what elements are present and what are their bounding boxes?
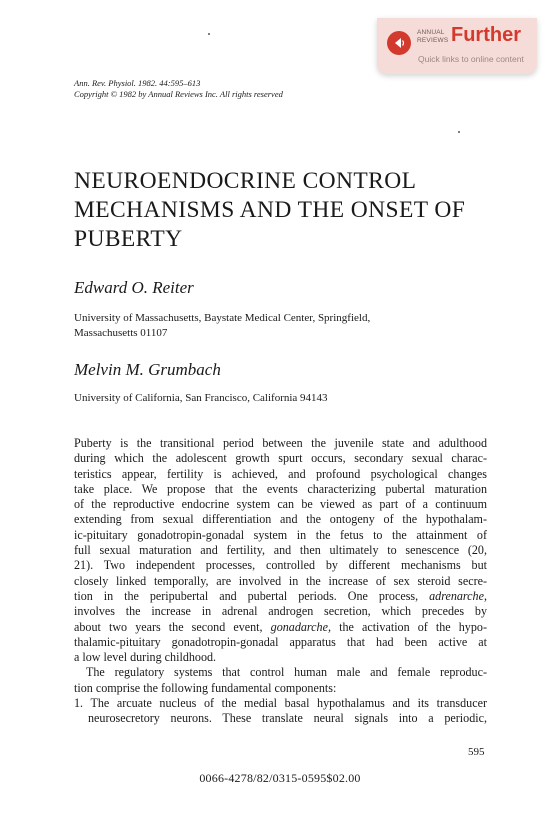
affiliation-line: University of Massachusetts, Baystate Medical Center, Springfield, [74,312,371,324]
citation-line: Ann. Rev. Physiol. 1982. 44:595–613 [74,78,201,88]
badge-further-label: Further [451,24,521,46]
article-body [74,436,487,727]
term-adrenarche: adrenarche, [429,588,487,603]
speaker-play-icon [387,31,411,55]
title-line: MECHANISMS AND THE ONSET OF [74,197,466,223]
affiliation-line: Massachusetts 01107 [74,327,168,339]
journal-citation [74,78,283,99]
body-line: full sexual maturation and fertility, and then ultimately to senescence (20, [74,543,487,558]
article-title [74,167,514,254]
body-line: thalamic-pituitary gonadotropin-gonadal apparatus that had been active at [74,634,487,649]
body-line [74,589,487,604]
badge-subtitle: Quick links to online content [418,54,524,64]
body-line: ic-pituitary gonadotropin-gonadal system in the fetus to the attainment of [74,527,487,542]
list-item-line [74,696,487,711]
body-line: closely linked temporally, are involved in the increase of sex steroid secre- [74,573,487,588]
body-line: of the reproductive endocrine system can be viewed as part of a continuum [74,497,487,512]
body-line: take place. We propose that the events characterizing pubertal maturation [74,481,487,496]
scan-speck [208,33,210,35]
body-text: the activation of the hypo- [339,619,487,634]
body-line: tion comprise the following fundamental components: [74,680,337,695]
body-line [74,620,487,635]
footer-code: 0066-4278/82/0315-0595$02.00 [199,771,361,785]
scan-speck [458,131,460,133]
body-line: 21). Two independent processes, controlled by different mechanisms but [74,558,487,573]
title-line: NEUROENDOCRINE CONTROL [74,168,417,194]
body-text: The arcuate nucleus of the medial basal hypothalamus and its transducer [90,696,487,711]
title-line: PUBERTY [74,226,183,252]
body-line: teristics appear, fertility is achieved, and profound psychological changes [74,466,487,481]
author-name: Melvin M. Grumbach [74,360,221,379]
body-text: about two years the second event, [74,619,263,634]
body-line: a low level during childhood. [74,650,217,665]
body-line: The regulatory systems that control human male and female reproduc- [86,665,487,680]
body-text: tion in the peripubertal and pubertal periods. One process, [74,588,419,603]
affiliation-line: University of California, San Francisco, California 94143 [74,392,328,404]
body-line: during which the adolescent growth spurt occurs, secondary sexual charac- [74,451,487,466]
term-gonadarche: gonadarche, [270,619,331,634]
copyright-line: Copyright © 1982 by Annual Reviews Inc. All rights reserved [74,88,283,99]
author-name: Edward O. Reiter [74,278,194,297]
body-line: extending from sexual differentiation and the ontogeny of the hypothalam- [74,512,487,527]
badge-annual-reviews-label: ANNUAL REVIEWS [417,29,449,44]
annual-reviews-further-badge[interactable] [377,18,537,74]
author-affiliation [74,391,328,406]
body-line: Puberty is the transitional period between the juvenile state and adulthood [74,436,487,450]
author-affiliation [74,311,370,341]
page-number: 595 [468,746,485,758]
body-line: involves the increase in adrenal androgen secretion, which precedes by [74,604,487,619]
list-item-number: 1. [74,696,84,711]
list-item-line: neurosecretory neurons. These translate neural signals into a periodic, [88,711,487,726]
